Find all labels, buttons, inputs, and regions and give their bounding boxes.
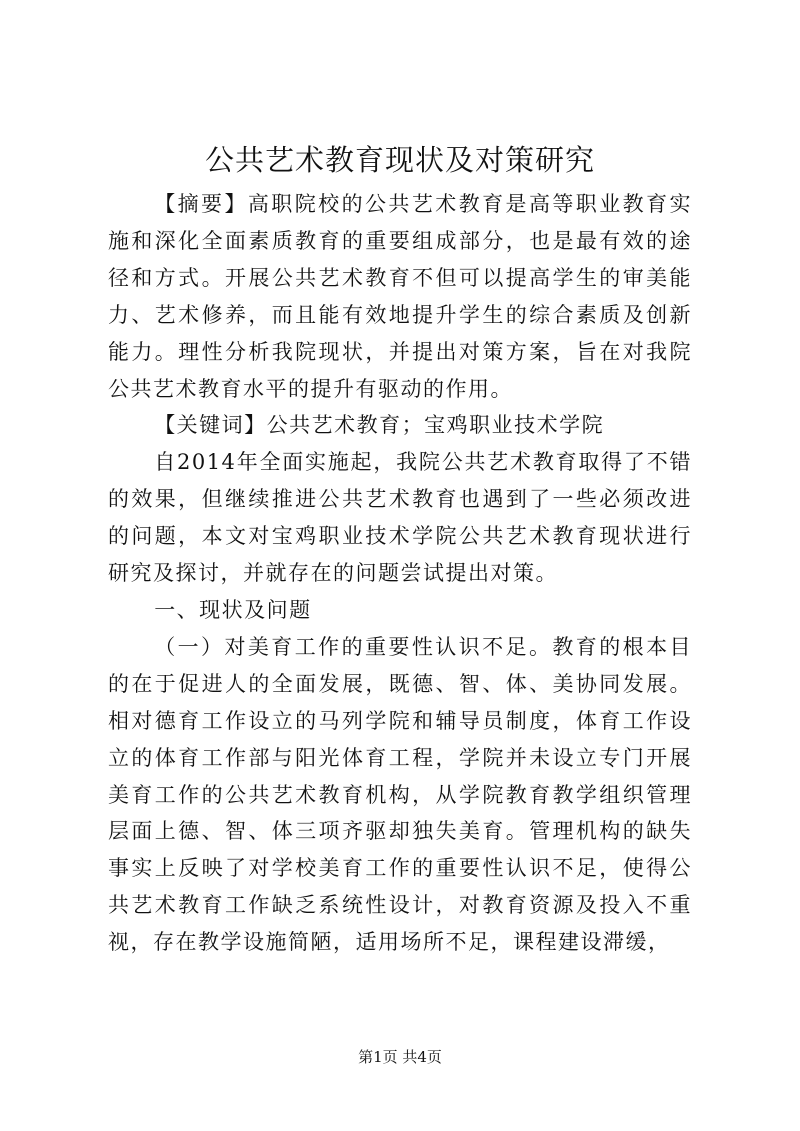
- intro-paragraph: 自2014年全面实施起，我院公共艺术教育取得了不错的效果，但继续推进公共艺术教育也遇到了一些必须改进的问题，本文对宝鸡职业技术学院公共艺术教育现状进行研究及探讨，并就存在的问题尝试提出对策。: [108, 450, 692, 586]
- body-paragraph: （一）对美育工作的重要性认识不足。教育的根本目的在于促进人的全面发展，既德、智、体、美协同发展。相对德育工作设立的马列学院和辅导员制度，体育工作设立的体育工作部与阳光体育工程，学院并未设立专门开展美育工作的公共艺术教育机构，从学院教育教学组织管理层面上德、智、体三项齐驱却独失美育。管理机构的缺失事实上反映了对学校美育工作的重要性认识不足，使得公共艺术教育工作缺乏系统性设计，对教育资源及投入不重视，存在教学设施简陋，适用场所不足，课程建设滞缓，: [108, 634, 692, 955]
- section-heading: 一、现状及问题: [154, 597, 312, 622]
- document-title: 公共艺术教育现状及对策研究: [204, 143, 595, 177]
- document-body: [108, 186, 692, 961]
- abstract-paragraph: 【摘要】高职院校的公共艺术教育是高等职业教育实施和深化全面素质教育的重要组成部分，也是最有效的途径和方式。开展公共艺术教育不但可以提高学生的审美能力、艺术修养，而且能有效地提升学生的综合素质及创新能力。理性分析我院现状，并提出对策方案，旨在对我院公共艺术教育水平的提升有驱动的作用。: [108, 192, 692, 401]
- page-footer: 第1页 共4页: [358, 1048, 442, 1066]
- keywords-paragraph: 【关键词】公共艺术教育；宝鸡职业技术学院: [154, 413, 605, 438]
